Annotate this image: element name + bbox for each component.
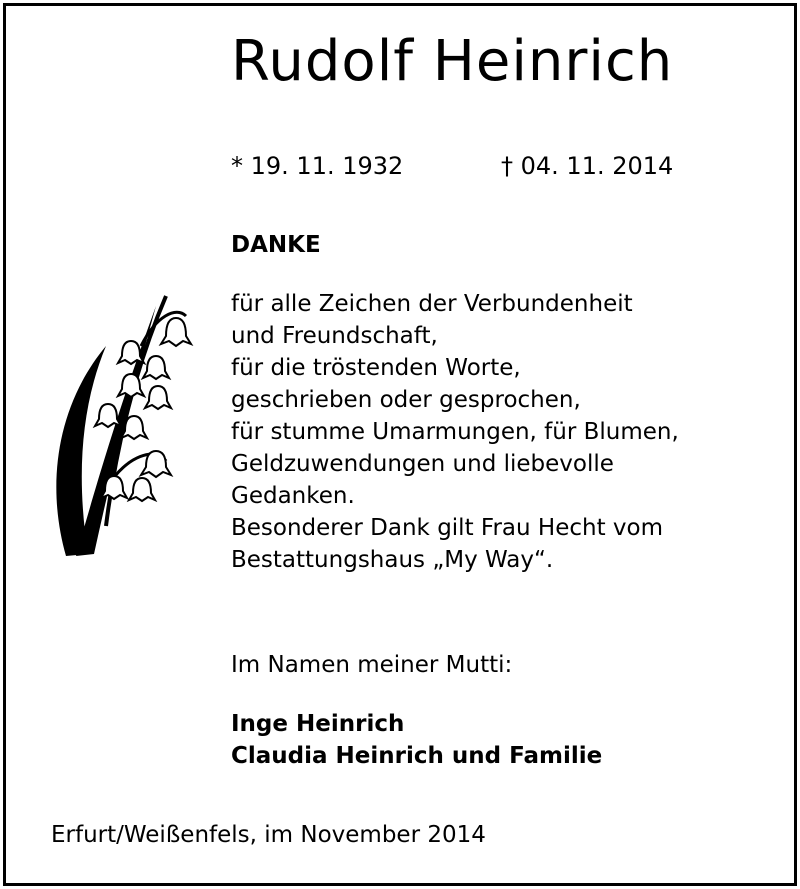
message-line: Bestattungshaus „My Way“. xyxy=(231,547,554,573)
signer-name: Inge Heinrich xyxy=(231,711,405,737)
message-line: geschrieben oder gesprochen, xyxy=(231,387,581,413)
message-line: für die tröstenden Worte, xyxy=(231,355,521,381)
place-and-date: Erfurt/Weißenfels, im November 2014 xyxy=(51,822,486,848)
message-line: und Freundschaft, xyxy=(231,323,438,349)
thanks-heading: DANKE xyxy=(231,232,321,258)
on-behalf-line: Im Namen meiner Mutti: xyxy=(231,652,513,678)
lily-of-the-valley-icon xyxy=(36,286,206,561)
thanks-message xyxy=(231,288,679,576)
obituary-notice xyxy=(3,3,797,886)
signer-name: Claudia Heinrich und Familie xyxy=(231,743,603,769)
birth-date: * 19. 11. 1932 xyxy=(231,152,404,180)
signers-list xyxy=(231,708,602,772)
message-line: Gedanken. xyxy=(231,483,355,509)
message-line: Geldzuwendungen und liebevolle xyxy=(231,451,614,477)
death-date: † 04. 11. 2014 xyxy=(501,152,674,180)
deceased-name: Rudolf Heinrich xyxy=(231,29,674,94)
message-line: Besonderer Dank gilt Frau Hecht vom xyxy=(231,515,663,541)
message-line: für stumme Umarmungen, für Blumen, xyxy=(231,419,679,445)
message-line: für alle Zeichen der Verbundenheit xyxy=(231,291,633,317)
